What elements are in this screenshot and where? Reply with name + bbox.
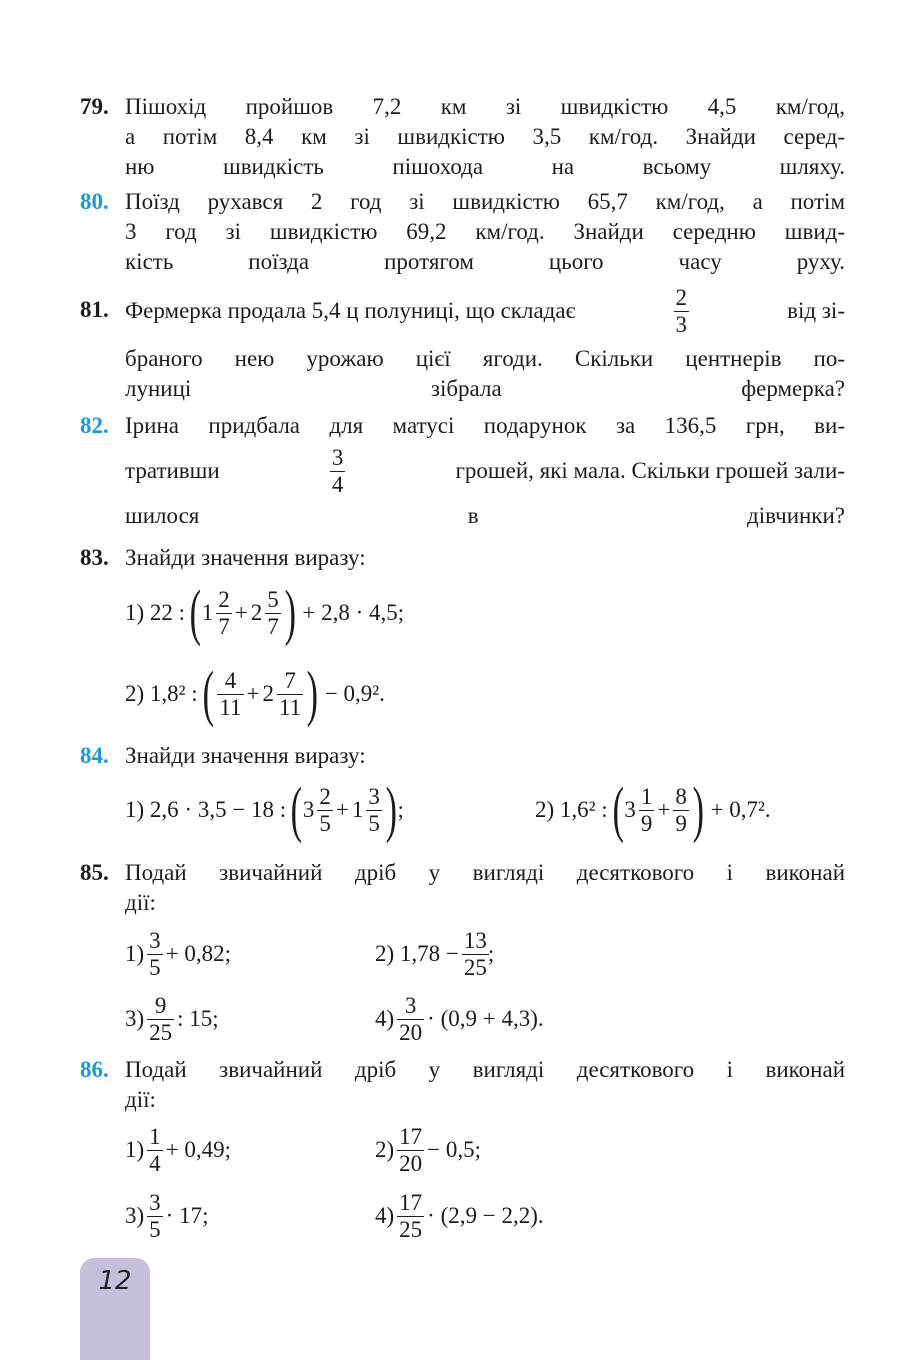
- problem-title: Знайди значення виразу:: [125, 743, 366, 768]
- mixed-number: [624, 784, 657, 837]
- fraction: [147, 993, 174, 1046]
- left-paren: (: [202, 660, 214, 728]
- expression-tail: ;: [397, 797, 404, 822]
- text-line-content: від зі-: [787, 298, 845, 323]
- expression-tail: − 0,5;: [427, 1137, 482, 1162]
- page-number-tab: [80, 1258, 150, 1360]
- fraction: [147, 928, 163, 981]
- problem-text: [125, 187, 845, 277]
- text-line: Подай звичайний дріб у вигляді десяткового і виконай: [125, 860, 845, 885]
- text-line-content: тративши: [125, 458, 220, 483]
- text-line: ню швидкість пішохода на всьому шляху.: [125, 154, 845, 179]
- fraction-numerator: 3: [149, 927, 161, 953]
- expression-label: 3): [125, 1006, 145, 1031]
- fraction: [330, 445, 346, 498]
- expression-83-2: [125, 660, 385, 728]
- expression-85-2: [375, 924, 494, 984]
- left-paren: (: [290, 776, 303, 844]
- problem-number: 83.: [80, 545, 109, 570]
- fraction-numerator: 2: [218, 586, 230, 612]
- problem-number: 81.: [80, 297, 109, 322]
- expression-tail: · (0,9 + 4,3).: [427, 1006, 544, 1031]
- fraction-denominator: 5: [149, 1216, 161, 1242]
- fraction-numerator: 3: [368, 783, 380, 809]
- problem-85: [80, 858, 845, 918]
- problem-text: [125, 280, 845, 404]
- fraction-numerator: 5: [267, 586, 279, 612]
- fraction: [217, 668, 243, 721]
- fraction-denominator: 11: [219, 694, 242, 720]
- fraction-denominator: 4: [149, 1150, 161, 1176]
- mixed-number: [352, 784, 385, 837]
- expression-tail: + 2,8 · 4,5;: [302, 600, 405, 625]
- problem-86: [80, 1055, 845, 1115]
- page-number: 12: [98, 1266, 132, 1296]
- fraction-numerator: 13: [463, 927, 487, 953]
- right-paren: ): [284, 579, 296, 647]
- fraction: [265, 587, 281, 640]
- fraction: [639, 784, 655, 837]
- expression-tail: · 17;: [165, 1203, 209, 1228]
- right-paren: ): [306, 660, 319, 728]
- text-line: дії:: [125, 1087, 156, 1112]
- problem-81: [80, 280, 845, 404]
- fraction: [317, 784, 333, 837]
- text-line: [125, 92, 845, 122]
- expression-86-4: [375, 1186, 544, 1246]
- whole-part: 2: [250, 600, 263, 625]
- expression-label: 2) 1,8² :: [125, 681, 198, 706]
- mixed-number: [202, 587, 235, 640]
- fraction-numerator: 7: [284, 667, 296, 693]
- fraction-denominator: 20: [399, 1150, 423, 1176]
- text-line: [125, 280, 845, 342]
- text-line: дії:: [125, 890, 156, 915]
- expression-label: 1) 2,6 · 3,5 − 18 :: [125, 797, 287, 822]
- text-line: [125, 441, 845, 501]
- text-line-content: грошей, які мала. Скільки грошей зали-: [455, 458, 845, 483]
- expression-86-1: [125, 1120, 231, 1180]
- fraction-numerator: 8: [675, 783, 687, 809]
- fraction: [397, 993, 424, 1046]
- fraction-denominator: 7: [218, 613, 230, 639]
- expression-84-2: [535, 776, 771, 844]
- fraction-denominator: 25: [149, 1019, 173, 1045]
- plus-sign: +: [335, 797, 349, 822]
- expression-tail: ;: [487, 941, 495, 966]
- text-line-content: Фермерка продала 5,4 ц полуниці, що складає: [125, 298, 576, 323]
- problem-number: 82.: [80, 413, 109, 438]
- expression-label: 4): [375, 1006, 395, 1031]
- expression-86-2: [375, 1120, 481, 1180]
- fraction-numerator: 3: [149, 1189, 161, 1215]
- plus-sign: +: [246, 681, 260, 706]
- expression-tail: − 0,9².: [324, 681, 385, 706]
- fraction: [674, 285, 690, 338]
- fraction: [673, 784, 689, 837]
- problem-number: 85.: [80, 860, 109, 885]
- fraction-numerator: 17: [399, 1123, 423, 1149]
- problem-80: [80, 187, 845, 277]
- fraction: [277, 668, 303, 721]
- expression-83-1: [125, 579, 405, 647]
- expression-label: 2) 1,6² :: [535, 797, 608, 822]
- fraction: [462, 928, 489, 981]
- fraction-denominator: 5: [368, 810, 380, 836]
- fraction-denominator: 3: [675, 311, 688, 337]
- fraction-numerator: 3: [404, 992, 417, 1018]
- whole-part: 3: [302, 797, 315, 822]
- expression-85-3: [125, 989, 219, 1049]
- whole-part: 1: [201, 600, 214, 625]
- problem-text: [125, 92, 845, 182]
- expression-tail: · (2,9 − 2,2).: [427, 1203, 544, 1228]
- fraction-numerator: 2: [675, 284, 688, 310]
- fraction-denominator: 20: [399, 1019, 423, 1045]
- text-line: Подай звичайний дріб у вигляді десяткового і виконай: [125, 1057, 845, 1082]
- fraction-denominator: 5: [319, 810, 331, 836]
- fraction-denominator: 4: [331, 471, 344, 497]
- fraction: [216, 587, 232, 640]
- fraction: [397, 1124, 424, 1177]
- text-line: луниці зібрала фермерка?: [125, 376, 845, 401]
- text-line: шилося в дівчинки?: [125, 503, 845, 528]
- mixed-number: [251, 587, 284, 640]
- expression-label: 4): [375, 1203, 395, 1228]
- mixed-number: [303, 784, 336, 837]
- problem-text: [125, 411, 845, 531]
- fraction-numerator: 9: [154, 992, 167, 1018]
- right-paren: ): [692, 776, 704, 844]
- fraction-denominator: 9: [640, 810, 653, 836]
- expression-label: 1) 22 :: [125, 600, 186, 625]
- whole-part: 1: [351, 797, 364, 822]
- plus-sign: +: [234, 600, 248, 625]
- problem-82: [80, 411, 845, 531]
- left-paren: (: [612, 776, 624, 844]
- text-line: Ірина придбала для матусі подарунок за 136,5 грн, ви-: [125, 413, 845, 438]
- text-line: кість поїзда протягом цього часу руху.: [125, 249, 845, 274]
- expression-86-3: [125, 1186, 208, 1246]
- expression-tail: + 0,82;: [165, 941, 232, 966]
- problem-title: Знайди значення виразу:: [125, 545, 366, 570]
- whole-part: 2: [262, 681, 274, 706]
- expression-84-1: [125, 776, 404, 844]
- expression-label: 1): [125, 1137, 145, 1162]
- fraction-numerator: 1: [640, 783, 653, 809]
- problem-number: 79.: [80, 94, 109, 119]
- fraction-denominator: 25: [399, 1216, 423, 1242]
- expression-label: 3): [125, 1203, 145, 1228]
- fraction-numerator: 4: [224, 667, 237, 693]
- problem-text: [125, 858, 845, 918]
- expression-85-1: [125, 924, 231, 984]
- fraction-denominator: 7: [267, 613, 279, 639]
- fraction: [147, 1124, 163, 1177]
- mixed-number: [263, 668, 307, 721]
- text-line: 3 год зі швидкістю 69,2 км/год. Знайди середню швид-: [125, 219, 845, 244]
- expression-label: 1): [125, 941, 145, 966]
- problem-text: [125, 1055, 845, 1115]
- fraction-denominator: 25: [463, 954, 487, 980]
- fraction: [366, 784, 382, 837]
- fraction: [147, 1190, 163, 1243]
- text-line: а потім 8,4 км зі швидкістю 3,5 км/год. Знайди серед-: [125, 124, 845, 149]
- problem-number: 84.: [80, 743, 109, 768]
- whole-part: 3: [624, 797, 636, 822]
- problem-number: 80.: [80, 189, 109, 214]
- expression-label: 2) 1,78 −: [375, 941, 459, 966]
- expression-tail: : 15;: [177, 1006, 219, 1031]
- fraction: [397, 1190, 424, 1243]
- text-line: Поїзд рухався 2 год зі швидкістю 65,7 км/год, а потім: [125, 189, 845, 214]
- fraction-denominator: 5: [149, 954, 161, 980]
- fraction-numerator: 2: [319, 783, 331, 809]
- expression-85-4: [375, 989, 544, 1049]
- expression-tail: + 0,49;: [165, 1137, 232, 1162]
- left-paren: (: [189, 579, 202, 647]
- text-line-content: Пішохід пройшов 7,2 км зі швидкістю 4,5 км/год,: [125, 94, 845, 119]
- problem-83: [80, 543, 845, 573]
- right-paren: ): [385, 776, 397, 844]
- text-line: браного нею урожаю цієї ягоди. Скільки центнерів по-: [125, 346, 845, 371]
- problem-number: 86.: [80, 1057, 109, 1082]
- fraction-numerator: 3: [331, 444, 344, 470]
- expression-label: 2): [375, 1137, 395, 1162]
- fraction-denominator: 11: [279, 694, 302, 720]
- fraction-denominator: 9: [675, 810, 687, 836]
- fraction-numerator: 1: [149, 1123, 161, 1149]
- expression-tail: + 0,7².: [710, 797, 771, 822]
- plus-sign: +: [657, 797, 671, 822]
- problem-79: [80, 92, 845, 182]
- problem-84: [80, 741, 845, 771]
- fraction-numerator: 17: [399, 1189, 423, 1215]
